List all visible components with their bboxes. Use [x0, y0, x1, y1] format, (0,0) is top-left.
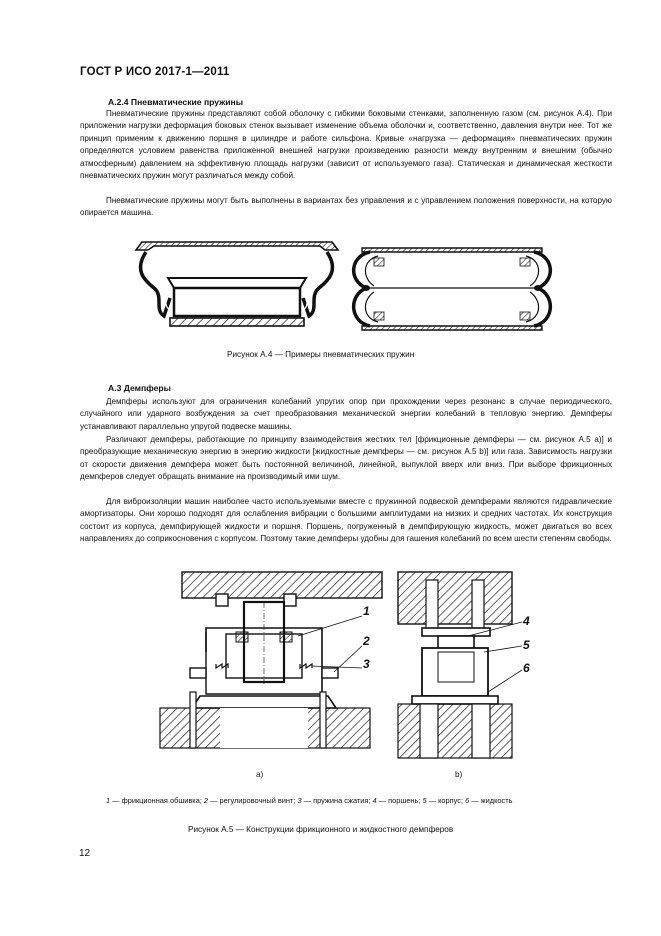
figure-label: 2: [363, 634, 370, 648]
figure-a5a-drawing: [160, 572, 390, 764]
figure-label: 3: [363, 657, 370, 671]
figure-a4-drawing: [130, 230, 550, 340]
paragraph: Пневматические пружины представляют собой оболочку с гибкими боковыми стенками, заполненную газом (см. рисунок А.4). При приложении нагрузки деформация боковых стенок вызывает изменение объема оболочки и, соответственно, давления внутри нее. Тот же принцип применим к движению поршня в цилиндре и работе сильфона. Кривые «нагрузка — деформация» пневматических пружин определяются условием равенства приложенной внешней нагрузки произведению разности между внутренним и внешним (обычно атмосферным) давлением на эффективную площадь нагрузки (зависит от используемого газа). Статическая и динамическая жесткости пневматических пружин могут различаться между собой.: [80, 109, 612, 181]
figure-a5-subcaption-b: b): [455, 770, 463, 779]
figure-label: 4: [523, 614, 530, 628]
figure-label: 6: [523, 661, 530, 675]
figure-label: 5: [523, 638, 530, 652]
section-heading-a3: А.3 Демпферы: [108, 383, 171, 393]
figure-a4-caption: Рисунок А.4 — Примеры пневматических пружин: [227, 350, 415, 359]
figure-label: 1: [363, 604, 370, 618]
figure-a5b-drawing: [398, 572, 538, 764]
paragraph: Пневматические пружины могут быть выполнены в вариантах без управления и с управлением положения поверхности, на которую опирается машина.: [80, 196, 612, 218]
section-heading-a24: А.2.4 Пневматические пружины: [108, 97, 244, 107]
paragraph: Для виброизоляции машин наиболее часто используемыми вместе с пружинной подвеской демпферами являются гидравлические амортизаторы. Они хорошо подходят для ослабления вибрации с большими амплитудами на низких и средних частотах. Их конструкция состоит из корпуса, демпфирующей жидкости и поршня. Поршень, погруженный в демпфирующую жидкость, может двигаться во всех направлениях до соприкосновения с корпусом. Поэтому такие демпферы удобны для гашения колебаний по всем шести степеням свободы.: [80, 497, 612, 544]
paragraph: Различают демпферы, работающие по принципу взаимодействия жестких тел [фрикционные демпферы — см. рисунок А.5 а)] и преобразующие механическую энергию в энергию жидкости [жидкостные демпферы — см. рисунок А.5 b)] или газа. Зависимость нагрузки от скорости движения демпфера может быть постоянной величиной, линейной, выпуклой вверх или вниз. При выборе фрикционных демпферов следует обращать внимание на производимый ими шум.: [80, 435, 612, 482]
figure-a5-caption: Рисунок А.5 — Конструкции фрикционного и жидкостного демпферов: [188, 825, 454, 834]
page-number: 12: [79, 848, 91, 859]
figure-a5-subcaption-a: а): [256, 770, 264, 779]
paragraph: Демпферы используют для ограничения колебаний упругих опор при прохождении через резонанс в случае периодического, случайного или ударного возбуждения за счет преобразования механической энергии колебаний в тепловую энергию. Демпферы устанавливают параллельно упругой подвеске машины.: [80, 397, 612, 431]
document-header: ГОСТ Р ИСО 2017-1—2011: [80, 66, 230, 78]
figure-a5-legend: 1 — фрикционная обшивка; 2 — регулировочный винт; 3 — пружина сжатия; 4 — поршень; 5 — корпус; 6 — жидкость: [106, 796, 513, 805]
